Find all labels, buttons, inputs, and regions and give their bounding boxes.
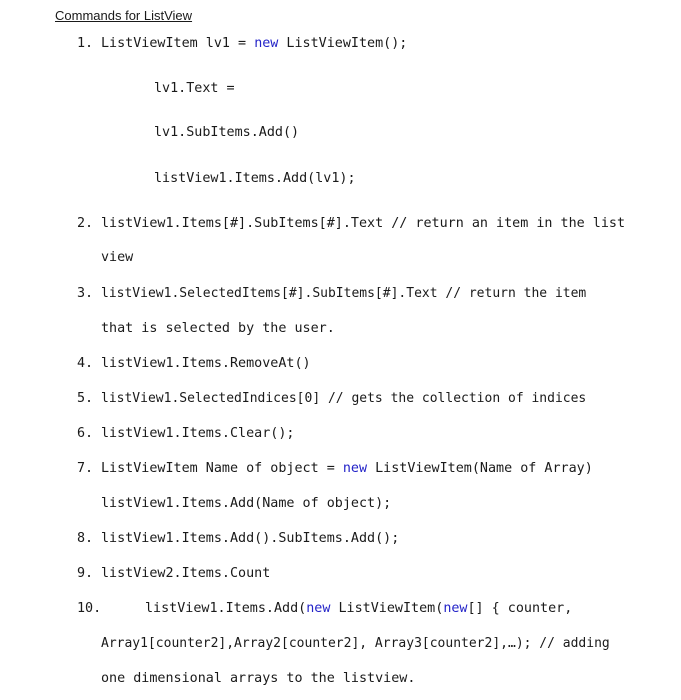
item-1-line-2: lv1.Text = (154, 81, 235, 96)
item-2-line-2: view (101, 250, 134, 265)
item-2-line-1: listView1.Items[#].SubItems[#].Text // return an item in the list (101, 216, 626, 231)
item-10-line-1 (145, 600, 572, 618)
item-7-number: 7. (77, 461, 94, 476)
item-1-line-4: listView1.Items.Add(lv1); (154, 171, 356, 186)
item-10-line-3: one dimensional arrays to the listview. (101, 671, 416, 686)
item-3-line-2: that is selected by the user. (101, 321, 335, 336)
item-4-line-1: listView1.Items.RemoveAt() (101, 356, 311, 371)
item-10-number: 10. (77, 601, 102, 616)
keyword-new: new (254, 36, 279, 51)
item-8-number: 8. (77, 531, 94, 546)
item-2-number: 2. (77, 216, 94, 231)
code-text: listView1.Items.Add( (145, 601, 307, 616)
item-7-line-1 (101, 460, 593, 478)
item-4-number: 4. (77, 356, 94, 371)
keyword-new: new (443, 601, 468, 616)
item-8-line-1: listView1.Items.Add().SubItems.Add(); (101, 531, 400, 546)
code-text: ListViewItem( (330, 601, 444, 616)
keyword-new: new (342, 461, 368, 476)
item-7-line-2: listView1.Items.Add(Name of object); (101, 496, 392, 511)
item-6-line-1: listView1.Items.Clear(); (101, 426, 295, 441)
item-5-number: 5. (77, 391, 94, 406)
code-text: ListViewItem(); (278, 36, 408, 51)
code-text: [] { counter, (467, 601, 573, 616)
code-text: ListViewItem(Name of Array) (367, 461, 593, 476)
item-10-line-2: Array1[counter2],Array2[counter2], Array3[counter2],…); // adding (101, 636, 610, 651)
code-text: ListViewItem Name of object = (101, 461, 343, 476)
keyword-new: new (306, 601, 331, 616)
item-6-number: 6. (77, 426, 94, 441)
item-1-number: 1. (77, 36, 94, 51)
item-5-line-1: listView1.SelectedIndices[0] // gets the collection of indices (101, 391, 587, 406)
item-9-number: 9. (77, 566, 94, 581)
item-1-line-1 (101, 35, 407, 53)
item-9-line-1: listView2.Items.Count (101, 566, 271, 581)
code-text: ListViewItem lv1 = (101, 36, 255, 51)
item-1-line-3: lv1.SubItems.Add() (154, 125, 300, 140)
item-3-number: 3. (77, 286, 94, 301)
item-3-line-1: listView1.SelectedItems[#].SubItems[#].Text // return the item (101, 286, 587, 301)
page-title: Commands for ListView (55, 8, 193, 23)
